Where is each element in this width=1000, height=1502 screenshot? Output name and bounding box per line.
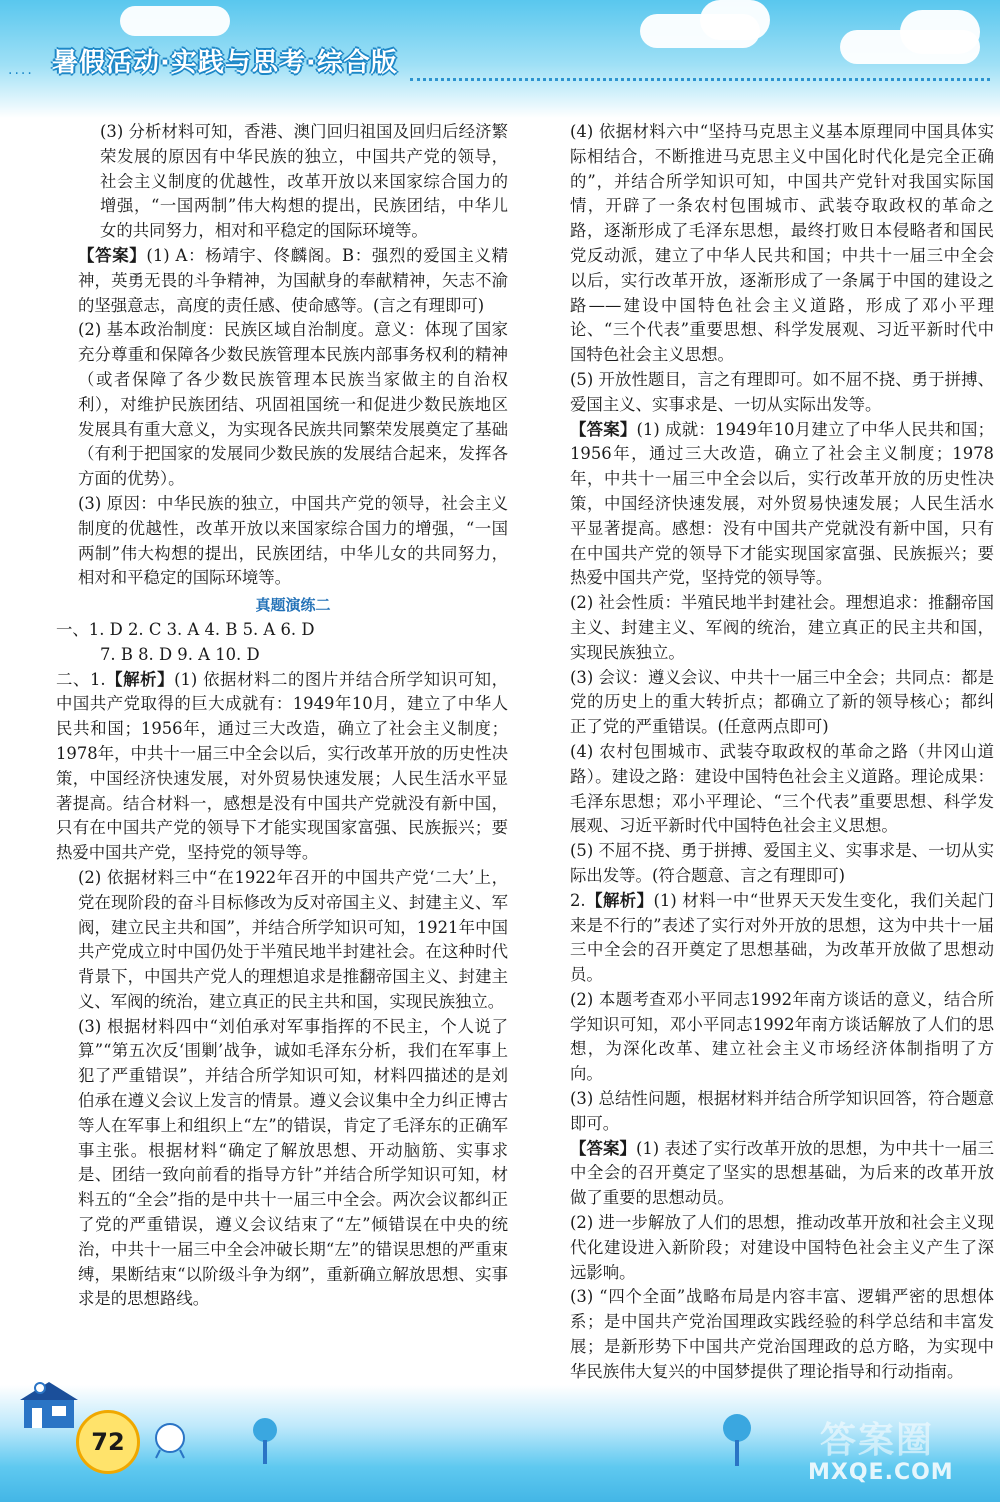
answer-paragraph: (2) 社会性质：半殖民地半封建社会。理想追求：推翻帝国主义、封建主义、军阀的统治，建立真正的民主共和国，实现民族独立。 <box>570 593 994 662</box>
answer-paragraph: (3) 会议：遵义会议、中共十一届三中全会；共同点：都是党的历史上的重大转折点；都确立了新的领导核心；都纠正了党的严重错误。(任意两点即可) <box>570 667 994 737</box>
question-number: 二、1. <box>56 669 106 689</box>
watermark-logo: 答案圈 <box>820 1420 935 1461</box>
answer-tag: 【答案】 <box>78 245 147 265</box>
analysis-text: (1) 依据材料二的图片并结合所学知识可知，中国共产党取得的巨大成就有：1949年10月，建立了中华人民共和国；1956年，通过三大改造，确立了社会主义制度；1978年，中共十一届三中全会以后，实行改革开放的历史性决策，中国经济快速发展，对外贸易快速发展；人民生活水平显著提高。结合材料一，感想是没有中国共产党就没有新中国，只有在中国共产党的领导下才能实现国家富强、民族振兴；要热爱中国共产党，坚持党的领导等。 <box>56 669 509 863</box>
analysis-paragraph: (3) 分析材料可知，香港、澳门回归祖国及回归后经济繁荣发展的原因有中华民族的独立，中国共产党的领导，社会主义制度的优越性，改革开放以来国家综合国力的增强，“一国两制”伟大构想的提出，民族团结，中华儿女的共同努力，相对和平稳定的国际环境等。 <box>100 122 508 241</box>
tree-icon <box>150 1420 190 1460</box>
answer-paragraph: (5) 不屈不挠、勇于拼搏、爱国主义、实事求是、一切从实际出发等。(符合题意、言之有理即可) <box>570 841 994 885</box>
answer-tag: 【答案】 <box>570 1138 636 1158</box>
answer-paragraph: (3) 原因：中华民族的独立，中国共产党的领导，社会主义制度的优越性，改革开放以来国家综合国力的增强，“一国两制”伟大构想的提出，民族团结，中华儿女的共同努力，相对和平稳定的国际环境等。 <box>78 493 508 588</box>
multiple-choice-answers: 7. B 8. D 9. A 10. D <box>100 644 260 664</box>
cloud-decoration <box>120 6 230 36</box>
answer-text: (1) 表述了实行改革开放的思想，为中共十一届三中全会的召开奠定了坚实的思想基础，为后来的改革开放做了重要的思想动员。 <box>570 1138 994 1208</box>
page-number-badge: 72 <box>76 1410 140 1474</box>
house-icon <box>18 1380 80 1428</box>
answer-paragraph: (2) 基本政治制度：民族区域自治制度。意义：体现了国家充分尊重和保障各少数民族管理本民族内部事务权利的精神（或者保障了各少数民族管理本民族当家做主的自治权利），对维护民族团结、巩固祖国统一和促进少数民族地区发展具有重大意义，为实现各民族共同繁荣发展奠定了基础（有利于把国家的发展同少数民族的发展结合起来，发挥各方面的优势）。 <box>78 320 508 489</box>
analysis-paragraph <box>56 668 508 866</box>
analysis-paragraph: (5) 开放性题目，言之有理即可。如不屈不挠、勇于拼搏、爱国主义、实事求是、一切从实际出发等。 <box>570 369 994 414</box>
analysis-paragraph: (2) 依据材料三中“在1922年召开的中国共产党‘二大’上，党在现阶段的奋斗目标修改为反对帝国主义、封建主义、军阀，建立民主共和国”，并结合所学知识可知，1921年中国共产党成立时中国仍处于半殖民地半封建社会。在这种时代背景下，中国共产党人的理想追求是推翻帝国主义、封建主义、军阀的统治，建立真正的民主共和国，实现民族独立。 <box>78 867 508 1011</box>
answer-paragraph: (4) 农村包围城市、武装夺取政权的革命之路（井冈山道路）。建设之路：建设中国特色社会主义道路。理论成果：毛泽东思想；邓小平理论、“三个代表”重要思想、科学发展观、习近平新时代中国特色社会主义思想。 <box>570 741 994 836</box>
header-dots: ···· <box>8 66 34 82</box>
cloud-decoration <box>700 0 770 40</box>
right-column <box>570 120 994 1385</box>
analysis-paragraph: (3) 总结性问题，根据材料并结合所学知识回答，符合题意即可。 <box>570 1089 994 1133</box>
answer-text: (1) 成就：1949年10月建立了中华人民共和国；1956年，通过三大改造，确立了社会主义制度；1978年，中共十一届三中全会以后，实行改革开放的历史性决策，中国经济快速发展，对外贸易快速发展；人民生活水平显著提高。感想：没有中国共产党就没有新中国，只有在中国共产党的领导下才能实现国家富强、民族振兴；要热爱中国共产党，坚持党的领导等。 <box>570 419 995 588</box>
cloud-decoration <box>900 10 980 54</box>
answer-paragraph: (3) “四个全面”战略布局是内容丰富、逻辑严密的思想体系；是中国共产党治国理政实践经验的科学总结和丰富发展；是新形势下中国共产党治国理政的总方略，为实现中华民族伟大复兴的中国梦提供了理论指导和行动指南。 <box>570 1287 994 1381</box>
answer-paragraph: (2) 进一步解放了人们的思想，推动改革开放和社会主义现代化建设进入新阶段；对建设中国特色社会主义产生了深远影响。 <box>570 1213 994 1282</box>
analysis-text: (1) 材料一中“世界天天发生变化，我们关起门来是不行的”表述了实行对外开放的思想，这为中共十一届三中全会的召开奠定了思想基础，为改革开放做了思想动员。 <box>570 890 995 985</box>
multiple-choice-answers: 一、1. D 2. C 3. A 4. B 5. A 6. D <box>56 619 315 639</box>
analysis-paragraph <box>570 889 994 988</box>
question-number: 2. <box>570 890 586 910</box>
tree-icon <box>720 1412 754 1468</box>
analysis-paragraph: (3) 根据材料四中“刘伯承对军事指挥的不民主，个人说了算”“第五次反‘围剿’战争，诚如毛泽东分析，我们在军事上犯了严重错误”，并结合所学知识可知，材料四描述的是刘伯承在遵义会议上发言的情景。遵义会议集中全力纠正博古等人在军事上和组织上“左”的错误，肯定了毛泽东的正确军事主张。根据材料“确定了解放思想、开动脑筋、实事求是、团结一致向前看的指导方针”并结合所学知识可知，材料五的“全会”指的是中共十一届三中全会。两次会议都纠正了党的严重错误，遵义会议结束了“左”倾错误在中央的统治，中共十一届三中全会冲破长期“左”的错误思想的严重束缚，果断结束“以阶级斗争为纲”，重新确立解放思想、实事求是的思想路线。 <box>78 1016 508 1309</box>
section-title: 真题演练二 <box>255 596 331 615</box>
answer-paragraph <box>78 244 508 318</box>
analysis-tag: 【解析】 <box>585 890 654 910</box>
answer-paragraph <box>570 1137 994 1211</box>
header-dotted-rule <box>410 78 990 81</box>
answer-tag: 【答案】 <box>570 419 637 439</box>
watermark-url: MXQE.COM <box>808 1460 954 1485</box>
tree-icon <box>250 1416 280 1466</box>
analysis-paragraph: (2) 本题考查邓小平同志1992年南方谈话的意义，结合所学知识可知，邓小平同志1992年南方谈话解放了人们的思想，为深化改革、建立社会主义市场经济体制指明了方向。 <box>570 989 994 1084</box>
left-column <box>56 120 509 1312</box>
answer-text: (1) A：杨靖宇、佟麟阁。B：强烈的爱国主义精神，英勇无畏的斗争精神，为国献身的奉献精神，矢志不渝的坚强意志，高度的责任感、使命感等。(言之有理即可) <box>78 245 509 315</box>
analysis-tag: 【解析】 <box>105 669 175 689</box>
analysis-paragraph: (4) 依据材料六中“坚持马克思主义基本原理同中国具体实际相结合，不断推进马克思主义中国化时代化是完全正确的”，并结合所学知识可知，中国共产党针对我国实际国情，开辟了一条农村包围城市、武装夺取政权的革命之路，逐渐形成了毛泽东思想，最终打败日本侵略者和国民党反动派，建立了中华人民共和国；中共十一届三中全会以后，实行改革开放，逐渐形成了一条属于中国的建设之路——建设中国特色社会主义道路，形成了邓小平理论、“三个代表”重要思想、科学发展观、习近平新时代中国特色社会主义思想。 <box>570 122 994 365</box>
book-series-title: 暑假活动·实践与思考·综合版 <box>52 48 398 78</box>
answer-paragraph <box>570 418 994 592</box>
